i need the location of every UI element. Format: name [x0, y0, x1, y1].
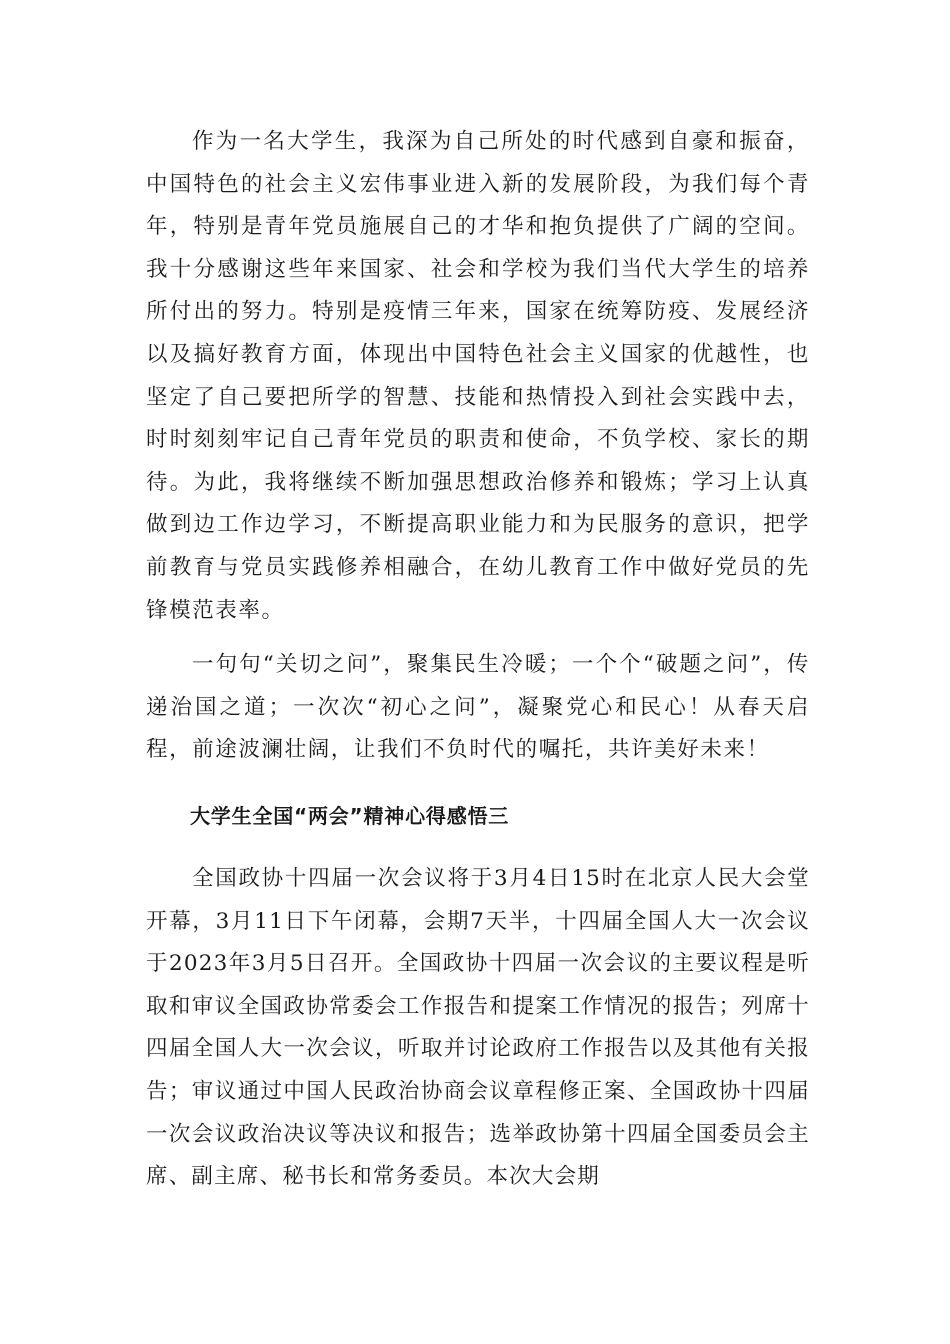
body-paragraph-3: 全国政协十四届一次会议将于3月4日15时在北京人民大会堂开幕，3月11日下午闭幕，会期7天半，十四届全国人大一次会议于2023年3月5日召开。全国政协十四届一次会议的主要议程是听取和审议全国政协常委会工作报告和提案工作情况的报告；列席十四届全国人大一次会议，听取并讨论政府工作报告以及其他有关报告；审议通过中国人民政治协商会议章程修正案、全国政协十四届一次会议政治决议等决议和报告；选举政协第十四届全国委员会主席、副主席、秘书长和常务委员。本次大会期 — [146, 866, 810, 1190]
section-heading: 大学生全国“两会”精神心得感悟三 — [190, 804, 510, 828]
body-paragraph-2: 一句句“关切之问”，聚集民生冷暖；一个个“破题之问”，传递治国之道；一次次“初心之问”，凝聚党心和民心！从春天启程，前途波澜壮阔，让我们不负时代的嘱托，共许美好未来！ — [146, 652, 810, 763]
body-paragraph-1: 作为一名大学生，我深为自己所处的时代感到自豪和振奋，中国特色的社会主义宏伟事业进入新的发展阶段，为我们每个青年，特别是青年党员施展自己的才华和抱负提供了广阔的空间。我十分感谢这些年来国家、社会和学校为我们当代大学生的培养所付出的努力。特别是疫情三年来，国家在统筹防疫、发展经济以及搞好教育方面，体现出中国特色社会主义国家的优越性，也坚定了自己要把所学的智慧、技能和热情投入到社会实践中去，时时刻刻牢记自己青年党员的职责和使命，不负学校、家长的期待。为此，我将继续不断加强思想政治修养和锻炼；学习上认真做到边工作边学习，不断提高职业能力和为民服务的意识，把学前教育与党员实践修养相融合，在幼儿教育工作中做好党员的先锋模范表率。 — [146, 129, 810, 623]
